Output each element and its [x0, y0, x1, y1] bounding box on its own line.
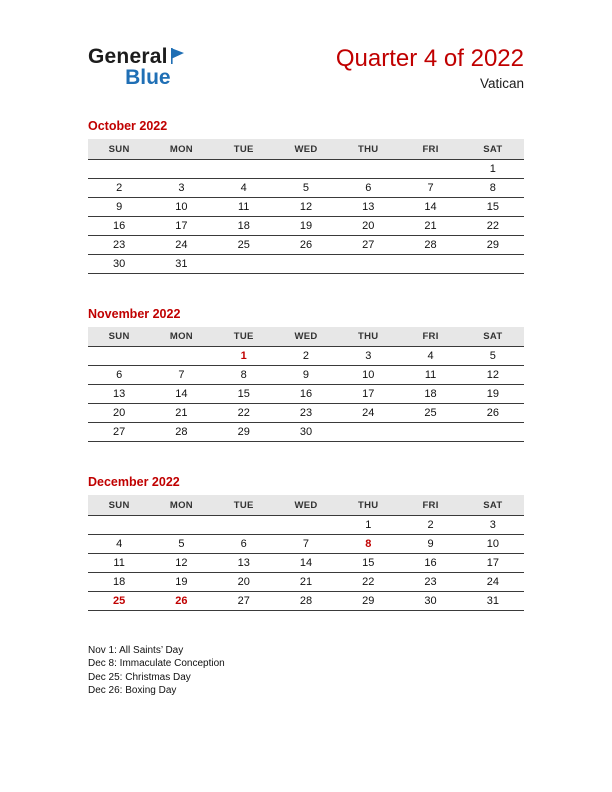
day-cell: 30	[399, 591, 461, 610]
weekday-header: SUN	[88, 495, 150, 515]
weekday-header: WED	[275, 327, 337, 347]
day-cell: 22	[213, 404, 275, 423]
weekday-header: FRI	[399, 139, 461, 159]
day-cell: 29	[462, 235, 524, 254]
holiday-note: Nov 1: All Saints’ Day	[88, 644, 184, 656]
day-cell: 27	[337, 235, 399, 254]
month-title-december: December 2022	[88, 475, 180, 490]
week-row	[88, 216, 524, 235]
empty-day-cell	[275, 254, 337, 273]
weekday-header: MON	[150, 139, 212, 159]
day-cell: 17	[337, 385, 399, 404]
day-cell: 16	[275, 385, 337, 404]
day-cell: 16	[399, 553, 461, 572]
day-cell: 13	[337, 197, 399, 216]
day-cell: 14	[150, 385, 212, 404]
week-row	[88, 385, 524, 404]
country-name: Vatican	[479, 76, 524, 92]
weekday-header: FRI	[399, 327, 461, 347]
empty-day-cell	[150, 347, 212, 366]
weekday-header: SAT	[462, 139, 524, 159]
logo-text-blue: Blue	[125, 66, 171, 89]
month-section-november	[88, 307, 524, 443]
day-cell: 20	[337, 216, 399, 235]
day-cell: 8	[213, 366, 275, 385]
logo-text-general: General	[88, 45, 168, 68]
day-cell: 3	[150, 178, 212, 197]
empty-day-cell	[337, 423, 399, 442]
month-title-november: November 2022	[88, 306, 181, 321]
day-cell: 2	[399, 515, 461, 534]
day-cell: 7	[275, 534, 337, 553]
empty-day-cell	[275, 159, 337, 178]
weekday-header-row	[88, 139, 524, 159]
day-cell: 5	[150, 534, 212, 553]
day-cell: 22	[337, 572, 399, 591]
day-cell: 4	[399, 347, 461, 366]
holiday-note: Dec 26: Boxing Day	[88, 685, 177, 697]
week-row	[88, 254, 524, 273]
day-cell: 3	[462, 515, 524, 534]
day-cell: 16	[88, 216, 150, 235]
calendar-table-november	[88, 327, 524, 443]
day-cell: 30	[275, 423, 337, 442]
day-cell: 31	[462, 591, 524, 610]
day-cell: 5	[275, 178, 337, 197]
empty-day-cell	[88, 347, 150, 366]
day-cell: 15	[213, 385, 275, 404]
day-cell: 27	[213, 591, 275, 610]
day-cell: 29	[337, 591, 399, 610]
day-cell: 28	[275, 591, 337, 610]
weekday-header: TUE	[213, 327, 275, 347]
weekday-header: SAT	[462, 327, 524, 347]
day-cell: 28	[150, 423, 212, 442]
week-row	[88, 572, 524, 591]
week-row	[88, 159, 524, 178]
day-cell: 23	[88, 235, 150, 254]
day-cell: 12	[150, 553, 212, 572]
weekday-header: TUE	[213, 139, 275, 159]
week-row	[88, 591, 524, 610]
weekday-header: WED	[275, 495, 337, 515]
day-cell: 11	[88, 553, 150, 572]
day-cell: 30	[88, 254, 150, 273]
holiday-note: Dec 25: Christmas Day	[88, 671, 191, 683]
day-cell: 14	[399, 197, 461, 216]
day-cell: 1	[462, 159, 524, 178]
empty-day-cell	[88, 515, 150, 534]
day-cell: 28	[399, 235, 461, 254]
weekday-header-row	[88, 327, 524, 347]
day-cell: 6	[88, 366, 150, 385]
month-title-october: October 2022	[88, 119, 168, 134]
calendar-table-october	[88, 139, 524, 274]
flag-icon	[170, 47, 185, 69]
day-cell: 7	[150, 366, 212, 385]
day-cell: 14	[275, 553, 337, 572]
day-cell: 13	[88, 385, 150, 404]
week-row	[88, 423, 524, 442]
empty-day-cell	[150, 515, 212, 534]
day-cell: 10	[462, 534, 524, 553]
day-cell: 4	[213, 178, 275, 197]
day-cell: 17	[150, 216, 212, 235]
empty-day-cell	[399, 254, 461, 273]
empty-day-cell	[337, 254, 399, 273]
day-cell: 22	[462, 216, 524, 235]
empty-day-cell	[399, 423, 461, 442]
day-cell: 17	[462, 553, 524, 572]
empty-day-cell	[275, 515, 337, 534]
weekday-header: SAT	[462, 495, 524, 515]
day-cell: 19	[150, 572, 212, 591]
day-cell: 29	[213, 423, 275, 442]
empty-day-cell	[213, 515, 275, 534]
day-cell: 25	[88, 591, 150, 610]
week-row	[88, 534, 524, 553]
month-section-october	[88, 119, 524, 274]
day-cell: 6	[337, 178, 399, 197]
day-cell: 20	[213, 572, 275, 591]
day-cell: 9	[399, 534, 461, 553]
day-cell: 26	[150, 591, 212, 610]
day-cell: 8	[337, 534, 399, 553]
weekday-header: THU	[337, 139, 399, 159]
day-cell: 10	[150, 197, 212, 216]
day-cell: 26	[275, 235, 337, 254]
week-row	[88, 515, 524, 534]
day-cell: 21	[150, 404, 212, 423]
day-cell: 18	[88, 572, 150, 591]
weekday-header: THU	[337, 495, 399, 515]
empty-day-cell	[399, 159, 461, 178]
day-cell: 9	[88, 197, 150, 216]
empty-day-cell	[213, 159, 275, 178]
day-cell: 24	[462, 572, 524, 591]
week-row	[88, 235, 524, 254]
weekday-header: THU	[337, 327, 399, 347]
day-cell: 11	[399, 366, 461, 385]
day-cell: 15	[462, 197, 524, 216]
holiday-note: Dec 8: Immaculate Conception	[88, 658, 225, 670]
day-cell: 2	[88, 178, 150, 197]
weekday-header: MON	[150, 327, 212, 347]
week-row	[88, 178, 524, 197]
day-cell: 2	[275, 347, 337, 366]
day-cell: 24	[150, 235, 212, 254]
day-cell: 18	[213, 216, 275, 235]
day-cell: 1	[213, 347, 275, 366]
day-cell: 25	[213, 235, 275, 254]
day-cell: 21	[399, 216, 461, 235]
week-row	[88, 347, 524, 366]
week-row	[88, 553, 524, 572]
day-cell: 11	[213, 197, 275, 216]
day-cell: 7	[399, 178, 461, 197]
day-cell: 25	[399, 404, 461, 423]
day-cell: 21	[275, 572, 337, 591]
empty-day-cell	[462, 423, 524, 442]
empty-day-cell	[337, 159, 399, 178]
holiday-footnotes	[88, 644, 524, 698]
day-cell: 19	[275, 216, 337, 235]
day-cell: 12	[275, 197, 337, 216]
day-cell: 23	[399, 572, 461, 591]
page-title: Quarter 4 of 2022	[335, 45, 524, 72]
day-cell: 12	[462, 366, 524, 385]
day-cell: 27	[88, 423, 150, 442]
day-cell: 3	[337, 347, 399, 366]
weekday-header: WED	[275, 139, 337, 159]
day-cell: 4	[88, 534, 150, 553]
day-cell: 18	[399, 385, 461, 404]
page-header	[88, 46, 524, 91]
day-cell: 26	[462, 404, 524, 423]
empty-day-cell	[213, 254, 275, 273]
calendar-table-december	[88, 495, 524, 611]
month-section-december	[88, 475, 524, 611]
day-cell: 6	[213, 534, 275, 553]
day-cell: 15	[337, 553, 399, 572]
general-blue-logo	[88, 46, 185, 88]
weekday-header: TUE	[213, 495, 275, 515]
week-row	[88, 404, 524, 423]
day-cell: 31	[150, 254, 212, 273]
day-cell: 8	[462, 178, 524, 197]
empty-day-cell	[88, 159, 150, 178]
weekday-header: SUN	[88, 139, 150, 159]
empty-day-cell	[462, 254, 524, 273]
weekday-header: MON	[150, 495, 212, 515]
title-block	[336, 46, 524, 91]
day-cell: 5	[462, 347, 524, 366]
weekday-header: FRI	[399, 495, 461, 515]
day-cell: 20	[88, 404, 150, 423]
day-cell: 1	[337, 515, 399, 534]
week-row	[88, 197, 524, 216]
weekday-header: SUN	[88, 327, 150, 347]
weekday-header-row	[88, 495, 524, 515]
day-cell: 10	[337, 366, 399, 385]
day-cell: 23	[275, 404, 337, 423]
day-cell: 9	[275, 366, 337, 385]
day-cell: 19	[462, 385, 524, 404]
empty-day-cell	[150, 159, 212, 178]
week-row	[88, 366, 524, 385]
day-cell: 24	[337, 404, 399, 423]
day-cell: 13	[213, 553, 275, 572]
